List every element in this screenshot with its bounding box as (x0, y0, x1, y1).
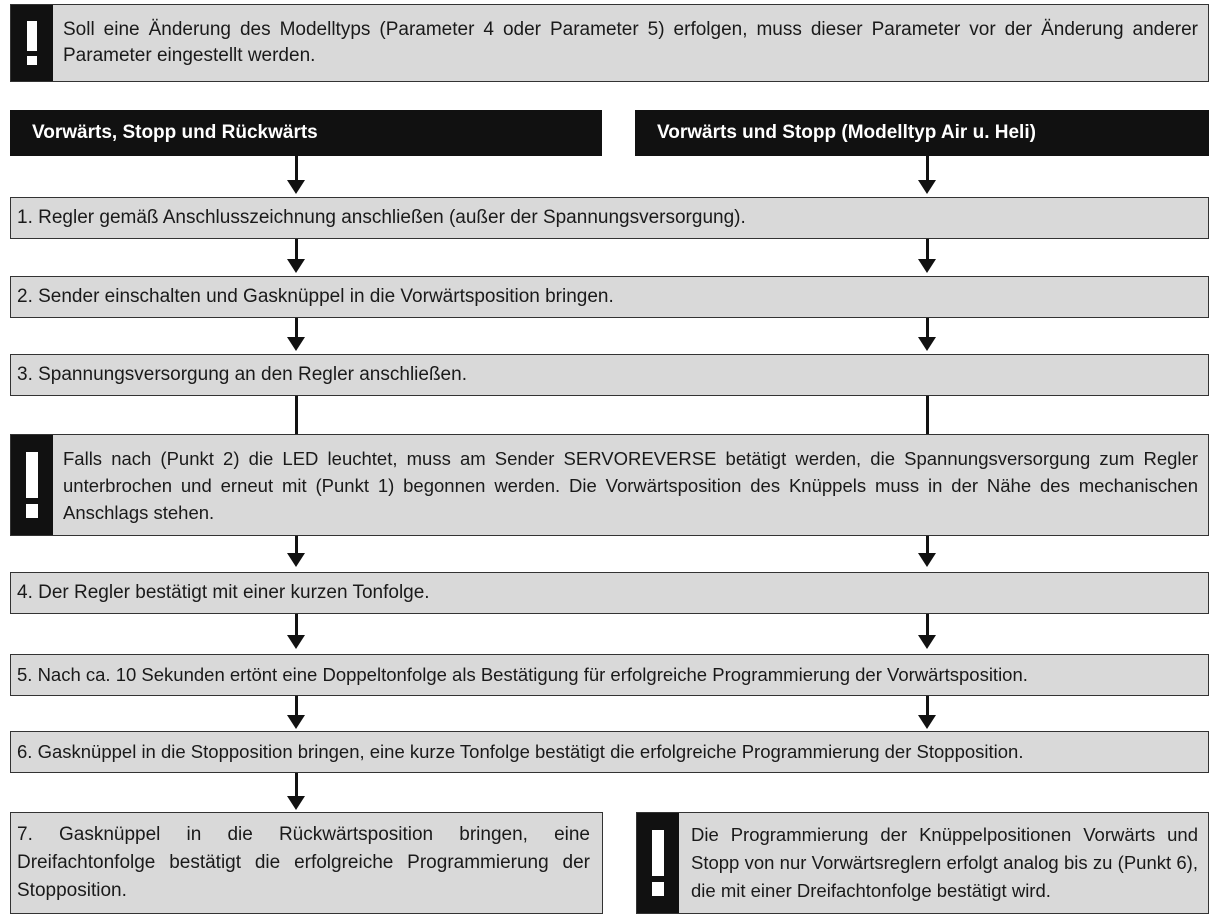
exclamation-icon (11, 5, 53, 81)
bottom-warning (636, 812, 1209, 914)
down-arrow-icon (287, 715, 305, 729)
down-arrow-icon (287, 553, 305, 567)
right-column-header: Vorwärts und Stopp (Modelltyp Air u. Heli) (635, 110, 1209, 156)
step-5: 5. Nach ca. 10 Sekunden ertönt eine Doppeltonfolge als Bestätigung für erfolgreiche Programmierung der Vorwärtsposition. (10, 654, 1209, 696)
step-2: 2. Sender einschalten und Gasknüppel in die Vorwärtsposition bringen. (10, 276, 1209, 318)
step-4: 4. Der Regler bestätigt mit einer kurzen Tonfolge. (10, 572, 1209, 614)
top-warning-text: Soll eine Änderung des Modelltyps (Parameter 4 oder Parameter 5) erfolgen, muss dieser Parameter vor der Änderung anderer Parameter eingestellt werden. (63, 19, 1198, 66)
step-1: 1. Regler gemäß Anschlusszeichnung anschließen (außer der Spannungsversorgung). (10, 197, 1209, 239)
top-warning (10, 4, 1209, 82)
down-arrow-icon (287, 337, 305, 351)
exclamation-icon (11, 435, 53, 535)
step-3: 3. Spannungsversorgung an den Regler anschließen. (10, 354, 1209, 396)
down-arrow-icon (918, 337, 936, 351)
step-6: 6. Gasknüppel in die Stopposition bringen, eine kurze Tonfolge bestätigt die erfolgreiche Programmierung der Stopposition. (10, 731, 1209, 773)
left-column-header: Vorwärts, Stopp und Rückwärts (10, 110, 602, 156)
exclamation-icon (637, 813, 679, 913)
down-arrow-icon (918, 553, 936, 567)
down-arrow-icon (918, 715, 936, 729)
connector-line (295, 396, 298, 434)
connector-line (926, 396, 929, 434)
bottom-warning-text: Die Programmierung der Knüppelpositionen Vorwärts und Stopp von nur Vorwärtsreglern erfolgt analog bis zu (Punkt 6), die mit einer Dreifachtonfolge bestätigt wird. (691, 824, 1198, 901)
down-arrow-icon (918, 259, 936, 273)
down-arrow-icon (918, 180, 936, 194)
middle-warning-text: Falls nach (Punkt 2) die LED leuchtet, muss am Sender SERVOREVERSE betätigt werden, die Spannungsversorgung zum Regler unterbrochen und erneut mit (Punkt 1) begonnen werden. Die Vorwärtsposition des Knüppels muss in der Nähe des mechanischen Anschlags stehen. (63, 447, 1198, 523)
down-arrow-icon (287, 796, 305, 810)
down-arrow-icon (287, 180, 305, 194)
middle-warning (10, 434, 1209, 536)
down-arrow-icon (287, 635, 305, 649)
down-arrow-icon (287, 259, 305, 273)
step-7-text: 7. Gasknüppel in die Rückwärtsposition bringen, eine Dreifachtonfolge bestätigt die erfolgreiche Programmierung der Stopposition. (17, 824, 590, 901)
down-arrow-icon (918, 635, 936, 649)
step-7 (10, 812, 603, 914)
